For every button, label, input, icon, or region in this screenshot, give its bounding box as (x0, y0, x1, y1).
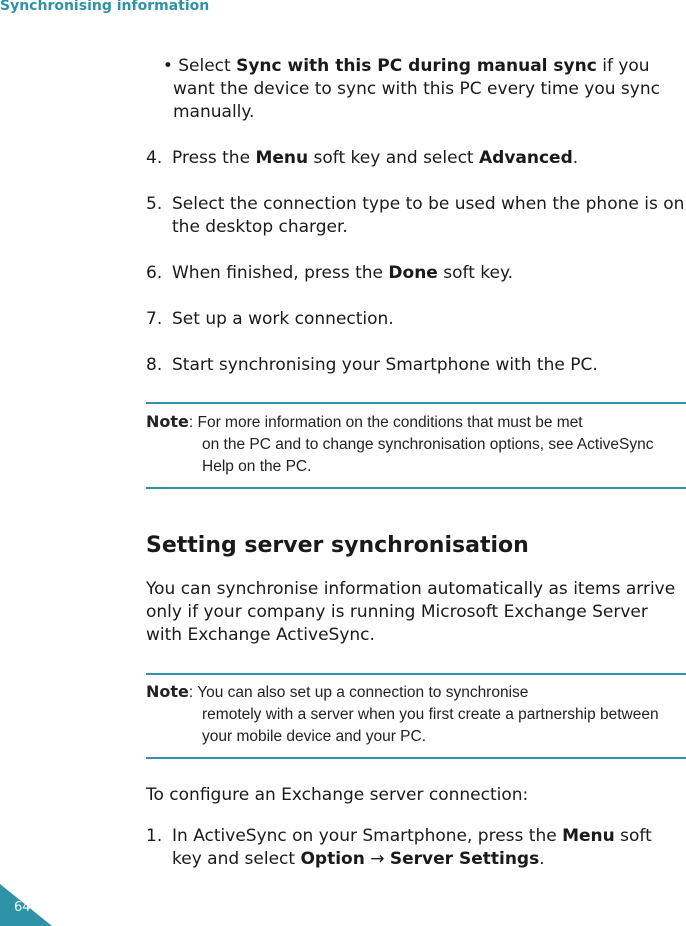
note-divider-top (146, 402, 686, 404)
menu-key-label: Menu (562, 826, 615, 846)
step-text: Press the (172, 148, 256, 168)
step-6 (146, 262, 686, 285)
step-number: 6. (146, 263, 163, 283)
step-8 (146, 354, 686, 377)
note-label: Note (146, 682, 189, 701)
step-1 (146, 825, 686, 871)
note-divider-bottom (146, 487, 686, 489)
step-5 (146, 193, 686, 239)
note-divider-top (146, 673, 686, 675)
bullet-lead: • Select (162, 56, 237, 76)
step-text: . (539, 849, 545, 869)
step-text: In ActiveSync on your Smartphone, press the (172, 826, 563, 846)
done-key-label: Done (388, 263, 438, 283)
section-intro: You can synchronise information automatically as items arrive only if your company is running Microsoft Exchange Server with Exchange ActiveSync. (146, 579, 676, 645)
section-heading: Setting server synchronisation (146, 533, 529, 558)
advanced-label: Advanced (479, 148, 573, 168)
bullet-tail: if you want the device to sync with this PC every time you sync manually. (173, 56, 660, 122)
note-box-1 (146, 411, 686, 478)
server-settings-label: Server Settings (389, 849, 540, 869)
note-text-continued: on the PC and to change synchronisation options, see ActiveSync Help on the PC. (202, 436, 654, 475)
step-number: 4. (146, 148, 163, 168)
step-7 (146, 308, 686, 331)
step-text: soft key and select (172, 826, 652, 869)
note-label: Note (146, 412, 189, 431)
note-text-continued: remotely with a server when you first create a partnership between your mobile device and your PC. (202, 706, 659, 745)
step-4 (146, 147, 686, 170)
step-text: . (572, 148, 579, 168)
step-text: soft key and select (308, 148, 479, 168)
step-number: 8. (146, 355, 163, 375)
note-text: : For more information on the conditions that must be met (188, 414, 583, 431)
step-text: Start synchronising your Smartphone with the PC. (172, 355, 598, 375)
arrow-icon: → (364, 849, 390, 869)
step-text: Select the connection type to be used when the phone is on the desktop charger. (172, 194, 685, 237)
step-text: soft key. (437, 263, 513, 283)
running-header: Synchronising information (0, 0, 210, 14)
note-text: : You can also set up a connection to synchronise (188, 684, 529, 701)
note-box-2 (146, 681, 686, 748)
step-text: Set up a work connection. (172, 309, 394, 329)
bullet-sync-option (162, 55, 685, 124)
menu-key-label: Menu (255, 148, 309, 168)
configure-intro: To configure an Exchange server connection: (146, 785, 529, 805)
bullet-bold-option: Sync with this PC during manual sync (236, 56, 597, 76)
step-number: 5. (146, 194, 163, 214)
page-number: 64 (14, 900, 31, 915)
step-text: When finished, press the (172, 263, 389, 283)
step-number: 1. (146, 826, 163, 846)
step-number: 7. (146, 309, 163, 329)
note-divider-bottom (146, 757, 686, 759)
option-label: Option (300, 849, 365, 869)
